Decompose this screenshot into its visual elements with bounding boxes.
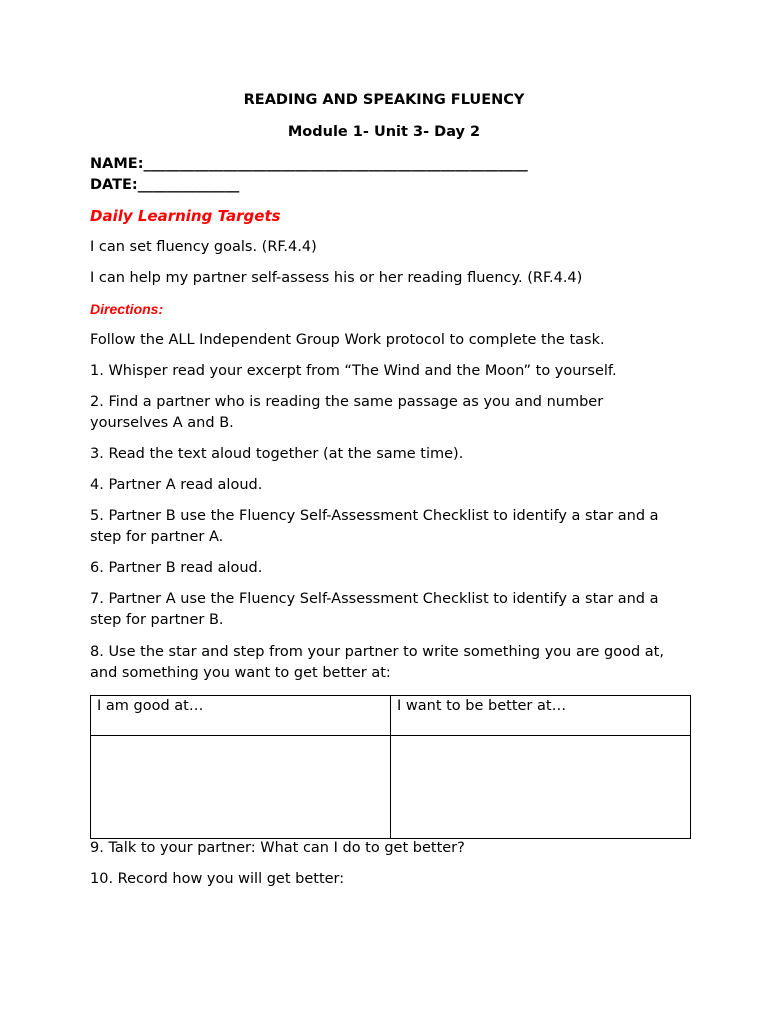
step-6: 6. Partner B read aloud. <box>90 560 263 576</box>
step-1: 1. Whisper read your excerpt from “The Wind and the Moon” to yourself. <box>90 363 617 379</box>
step-9: 9. Talk to your partner: What can I do to get better? <box>90 840 465 856</box>
good-at-better-at-table <box>90 695 691 839</box>
learning-target-1: I can set fluency goals. (RF.4.4) <box>90 239 317 255</box>
directions-intro: Follow the ALL Independent Group Work protocol to complete the task. <box>90 332 605 348</box>
step-3: 3. Read the text aloud together (at the same time). <box>90 446 464 462</box>
table-header-better-at: I want to be better at… <box>391 696 691 736</box>
step-7: 7. Partner A use the Fluency Self-Assessment Checklist to identify a star and a step for partner B. <box>90 591 659 628</box>
directions-heading: Directions: <box>90 301 164 317</box>
date-field-line: DATE:______________ <box>90 177 240 193</box>
table-header-row <box>91 696 691 736</box>
learning-targets-heading: Daily Learning Targets <box>90 207 281 225</box>
document-subtitle: Module 1- Unit 3- Day 2 <box>287 124 481 140</box>
step-5: 5. Partner B use the Fluency Self-Assessment Checklist to identify a star and a step for partner A. <box>90 508 659 545</box>
name-field-line: NAME:_____________________________________________________ <box>90 156 528 172</box>
learning-target-2: I can help my partner self-assess his or her reading fluency. (RF.4.4) <box>90 270 583 286</box>
step-4: 4. Partner A read aloud. <box>90 477 263 493</box>
table-row <box>91 736 691 839</box>
step-2: 2. Find a partner who is reading the same passage as you and number yourselves A and B. <box>90 394 604 431</box>
good-at-answer-cell[interactable] <box>91 736 391 839</box>
better-at-answer-cell[interactable] <box>391 736 691 839</box>
table-header-good-at: I am good at… <box>91 696 391 736</box>
step-10: 10. Record how you will get better: <box>90 871 345 887</box>
document-title: READING AND SPEAKING FLUENCY <box>243 92 525 108</box>
step-8: 8. Use the star and step from your partner to write something you are good at, and something you want to get better at: <box>90 644 664 681</box>
